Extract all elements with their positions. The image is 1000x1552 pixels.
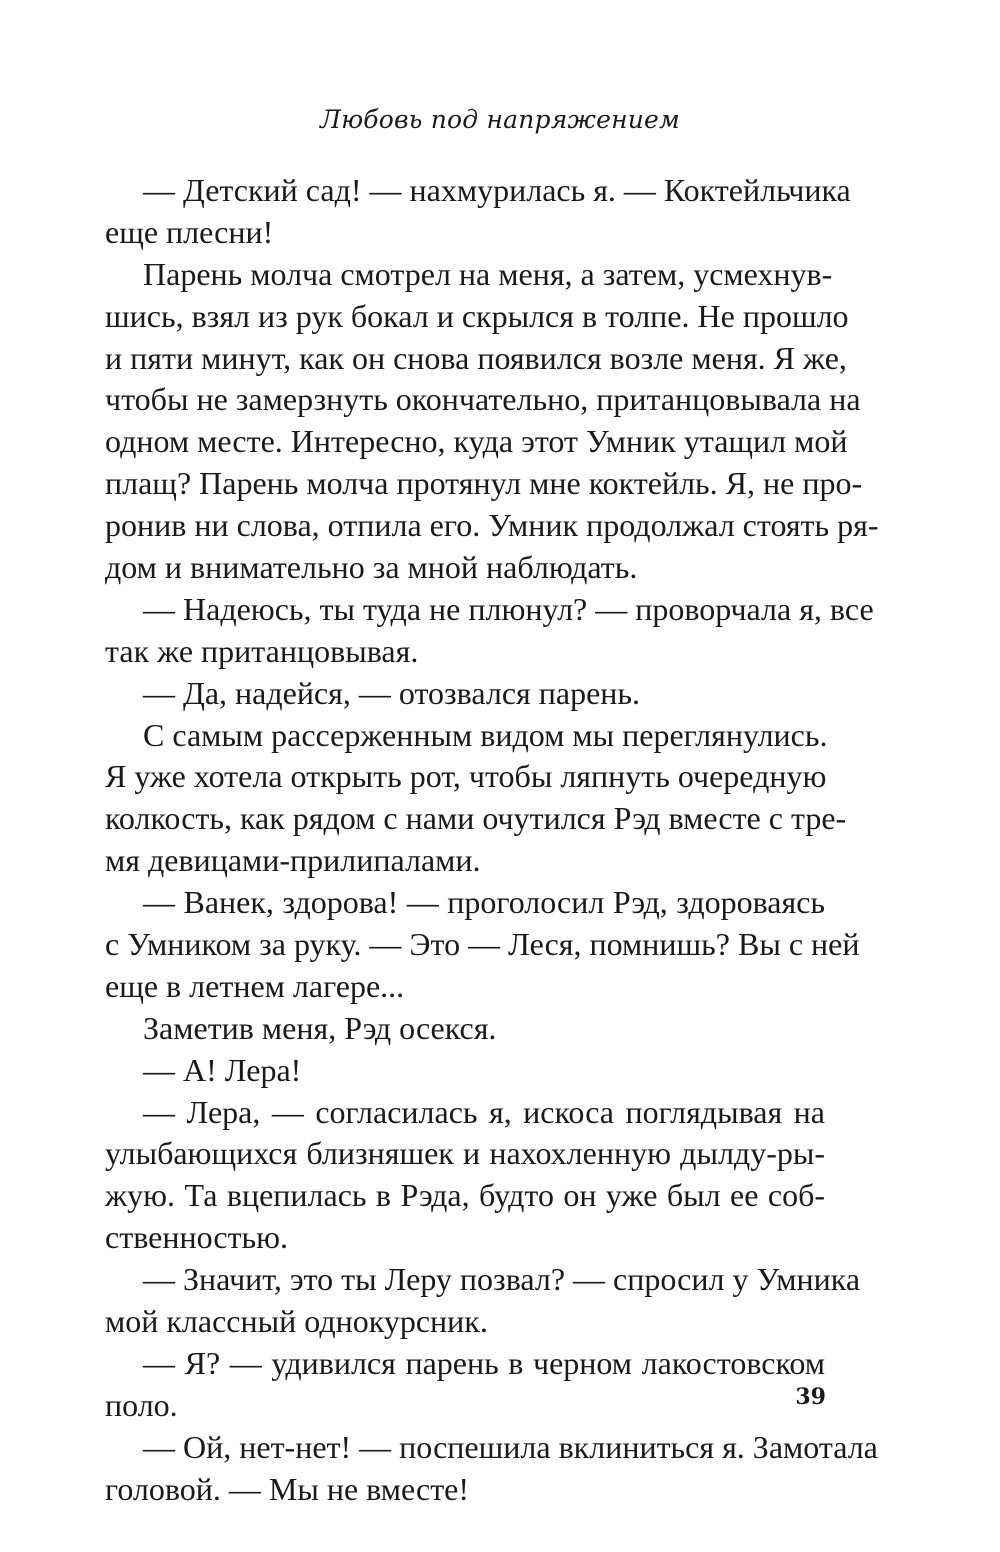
text-line: колкость, как рядом с нами очутился Рэд вместе с тре- bbox=[105, 800, 847, 837]
text-line: жую. Та вцепилась в Рэда, будто он уже был ее соб- bbox=[105, 1177, 825, 1214]
text-line: мой классный однокурсник. bbox=[105, 1303, 488, 1340]
text-line: и пяти минут, как он снова появился возле меня. Я же, bbox=[105, 339, 847, 376]
page-number: 39 bbox=[795, 1384, 826, 1410]
text-line: — Ой, нет-нет! — поспешила вклиниться я. Замотала bbox=[143, 1428, 878, 1465]
text-line: чтобы не замерзнуть окончательно, пританцовывала на bbox=[105, 381, 861, 418]
text-line: Заметив меня, Рэд осекся. bbox=[143, 1009, 497, 1046]
text-line: головой. — Мы не вместе! bbox=[105, 1470, 470, 1507]
text-line: еще в летнем лагере... bbox=[105, 967, 405, 1004]
text-line: — Значит, это ты Леру позвал? — спросил у Умника bbox=[143, 1261, 861, 1298]
text-line: С самым рассерженным видом мы переглянулись. bbox=[143, 716, 828, 753]
text-line: мя девицами-прилипалами. bbox=[105, 842, 481, 879]
body-text bbox=[105, 170, 879, 1511]
text-line: поло. bbox=[105, 1386, 178, 1423]
text-line: шись, взял из рук бокал и скрылся в толпе. Не прошло bbox=[105, 297, 849, 334]
text-line: Парень молча смотрел на меня, а затем, усмехнув- bbox=[143, 255, 833, 292]
text-line: Я уже хотела открыть рот, чтобы ляпнуть очередную bbox=[105, 758, 827, 795]
text-line: улыбающихся близняшек и нахохленную дылду-ры- bbox=[105, 1135, 825, 1172]
text-line: — Лера, — согласилась я, искоса поглядывая на bbox=[143, 1093, 825, 1130]
text-line: дом и внимательно за мной наблюдать. bbox=[105, 549, 638, 586]
text-line: ственностью. bbox=[105, 1219, 289, 1256]
text-line: ронив ни слова, отпила его. Умник продолжал стоять ря- bbox=[105, 507, 879, 544]
text-line: — Я? — удивился парень в черном лакостовском bbox=[143, 1344, 825, 1381]
text-line: — Ванек, здорова! — проголосил Рэд, здороваясь bbox=[143, 884, 825, 921]
text-line: плащ? Парень молча протянул мне коктейль. Я, не про- bbox=[105, 465, 863, 502]
text-line: с Умником за руку. — Это — Леся, помнишь? Вы с ней bbox=[105, 926, 860, 963]
text-line: еще плесни! bbox=[105, 213, 274, 250]
text-line: — А! Лера! bbox=[143, 1051, 302, 1088]
text-line: — Да, надейся, — отозвался парень. bbox=[143, 674, 640, 711]
text-line: одном месте. Интересно, куда этот Умник утащил мой bbox=[105, 423, 848, 460]
running-title: Любовь под напряжением bbox=[320, 105, 680, 134]
text-line: — Надеюсь, ты туда не плюнул? — проворчала я, все bbox=[143, 590, 874, 627]
text-line: так же пританцовывая. bbox=[105, 632, 419, 669]
text-line: — Детский сад! — нахмурилась я. — Коктейльчика bbox=[143, 172, 851, 208]
